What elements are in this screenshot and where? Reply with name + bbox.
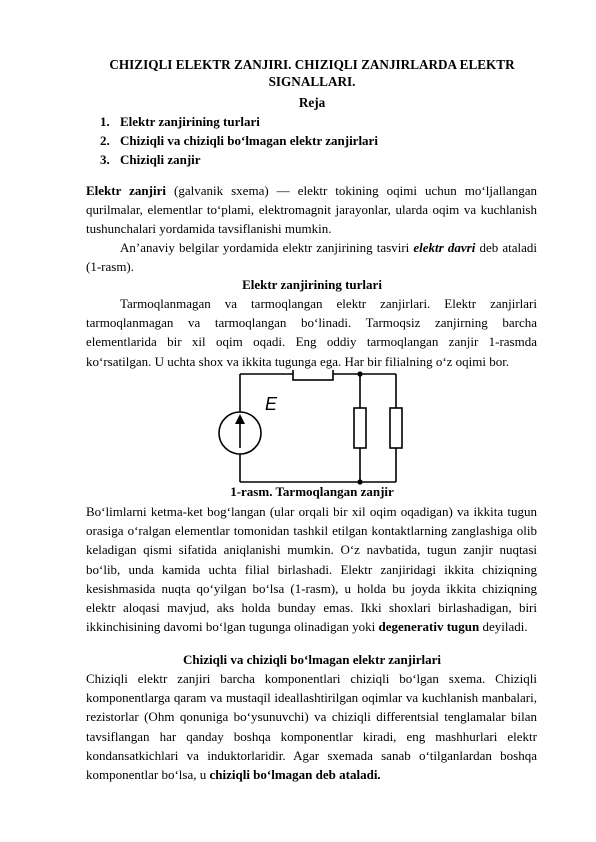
paragraph-nodes <box>86 502 537 636</box>
source-label: E <box>265 394 278 414</box>
paragraph-definition <box>86 181 537 239</box>
arrow-up-icon <box>235 414 245 424</box>
figure-caption: 1-rasm. Tarmoqlangan zanjir <box>230 484 394 499</box>
circuit-diagram <box>210 370 410 490</box>
plan-item-number: 1. <box>100 114 110 129</box>
section-heading-linear: Chiziqli va chiziqli bo‘lmagan elektr zanjirlari <box>183 652 441 667</box>
node-top <box>357 371 362 376</box>
plan-item <box>100 150 378 169</box>
paragraph-text: (galvanik sxema) — elektr tokining oqimi uchun mo‘ljallangan qurilmalar, elementlar to‘plami, elektromagnit jarayonlar, ularda oqim va kuchlanish tushunchalari yordamida tavsiflanishi mumkin. <box>86 183 537 237</box>
paragraph-linear-circuit <box>86 669 537 784</box>
term-elektr-davri: elektr davri <box>413 240 476 255</box>
plan-heading: Reja <box>298 95 326 110</box>
plan-item-text: Elektr zanjirining turlari <box>120 114 260 129</box>
paragraph-branched-circuits: Tarmoqlanmagan va tarmoqlangan elektr zanjirlari. Elektr zanjirlari tarmoqlanmagan va tarmoqlangan bo‘linadi. Tarmoqsiz zanjirning barcha elementlarida bir xil oqim oqadi. Eng oddiy tarmoqlangan zanjir 1-rasmda ko‘rsatilgan. U uchta shox va ikkita tugunga ega. Har bir filialning o‘z oqimi bor. <box>86 296 537 369</box>
term-degenerativ-tugun: degenerativ tugun <box>378 619 480 635</box>
document-title: CHIZIQLI ELEKTR ZANJIRI. CHIZIQLI ZANJIRLARDA ELEKTR SIGNALLARI. <box>109 57 515 89</box>
plan-item-number: 3. <box>100 152 110 167</box>
paragraph-text: Chiziqli elektr zanjiri barcha komponentlari chiziqli bo‘lgan sxema. Chiziqli komponentlarga qaram va mustaqil ideallashtirilgan oqimlar va kuchlanish manbalari, rezistorlar (Ohm qonuniga bo‘ysunuvchi) va chiziqli differentsial tenglamalar bilan tavsiflangan har qanday boshqa komponentlar kiradi, eng mashhurlari elektr kondansatkichlari va induktorlaridir. Agar sxemada sanab o‘tilganlardan boshqa komponentlar bo‘lsa, u <box>86 671 537 783</box>
term-nonlinear: chiziqli bo‘lmagan deb ataladi. <box>209 767 381 783</box>
plan-item-text: Chiziqli va chiziqli bo‘lmagan elektr zanjirlari <box>120 133 378 148</box>
paragraph-text-tail: deb ataladi (1-rasm). <box>86 240 538 275</box>
resistor-series <box>293 370 333 380</box>
paragraph-text: An’anaviy belgilar yordamida elektr zanjirining tasviri <box>120 240 414 255</box>
paragraph-text-tail: deyiladi. <box>479 619 528 635</box>
term-elektr-zanjiri: Elektr zanjiri <box>86 183 166 198</box>
plan-list <box>100 112 378 169</box>
plan-item <box>100 112 378 131</box>
section-heading-types: Elektr zanjirining turlari <box>242 277 382 292</box>
paragraph-text: Bo‘limlarni ketma-ket bog‘langan (ular orqali bir xil oqim oqadigan) va ikkita tugun orasiga o‘ralgan elementlar tomonidan tashkil etilgan kontaktlarning zanglashiga olib keladigan qismi sifatida aniqlanishi mumkin. O‘z navbatida, tugun zanjir nuqtasi bo‘lib, unda kamida uchta filial birlashadi. Elektr zanjiridagi ikkita chiziqning kesishmasida nuqta qo‘yilgan bo‘lsa (1-rasm), u holda bu joyda ikkita chiziqning elektr aloqasi mavjud, aks holda bunday emas. Ikki shoxlari birlashadigan, biri ikkinchisining davomi bo‘lgan tugunga olinadigan yoki <box>86 504 537 635</box>
paragraph-circuit-diagram <box>86 238 537 276</box>
resistor-branch-2 <box>390 408 402 448</box>
plan-item-number: 2. <box>100 133 110 148</box>
plan-item-text: Chiziqli zanjir <box>120 152 201 167</box>
plan-item <box>100 131 378 150</box>
resistor-branch-1 <box>354 408 366 448</box>
